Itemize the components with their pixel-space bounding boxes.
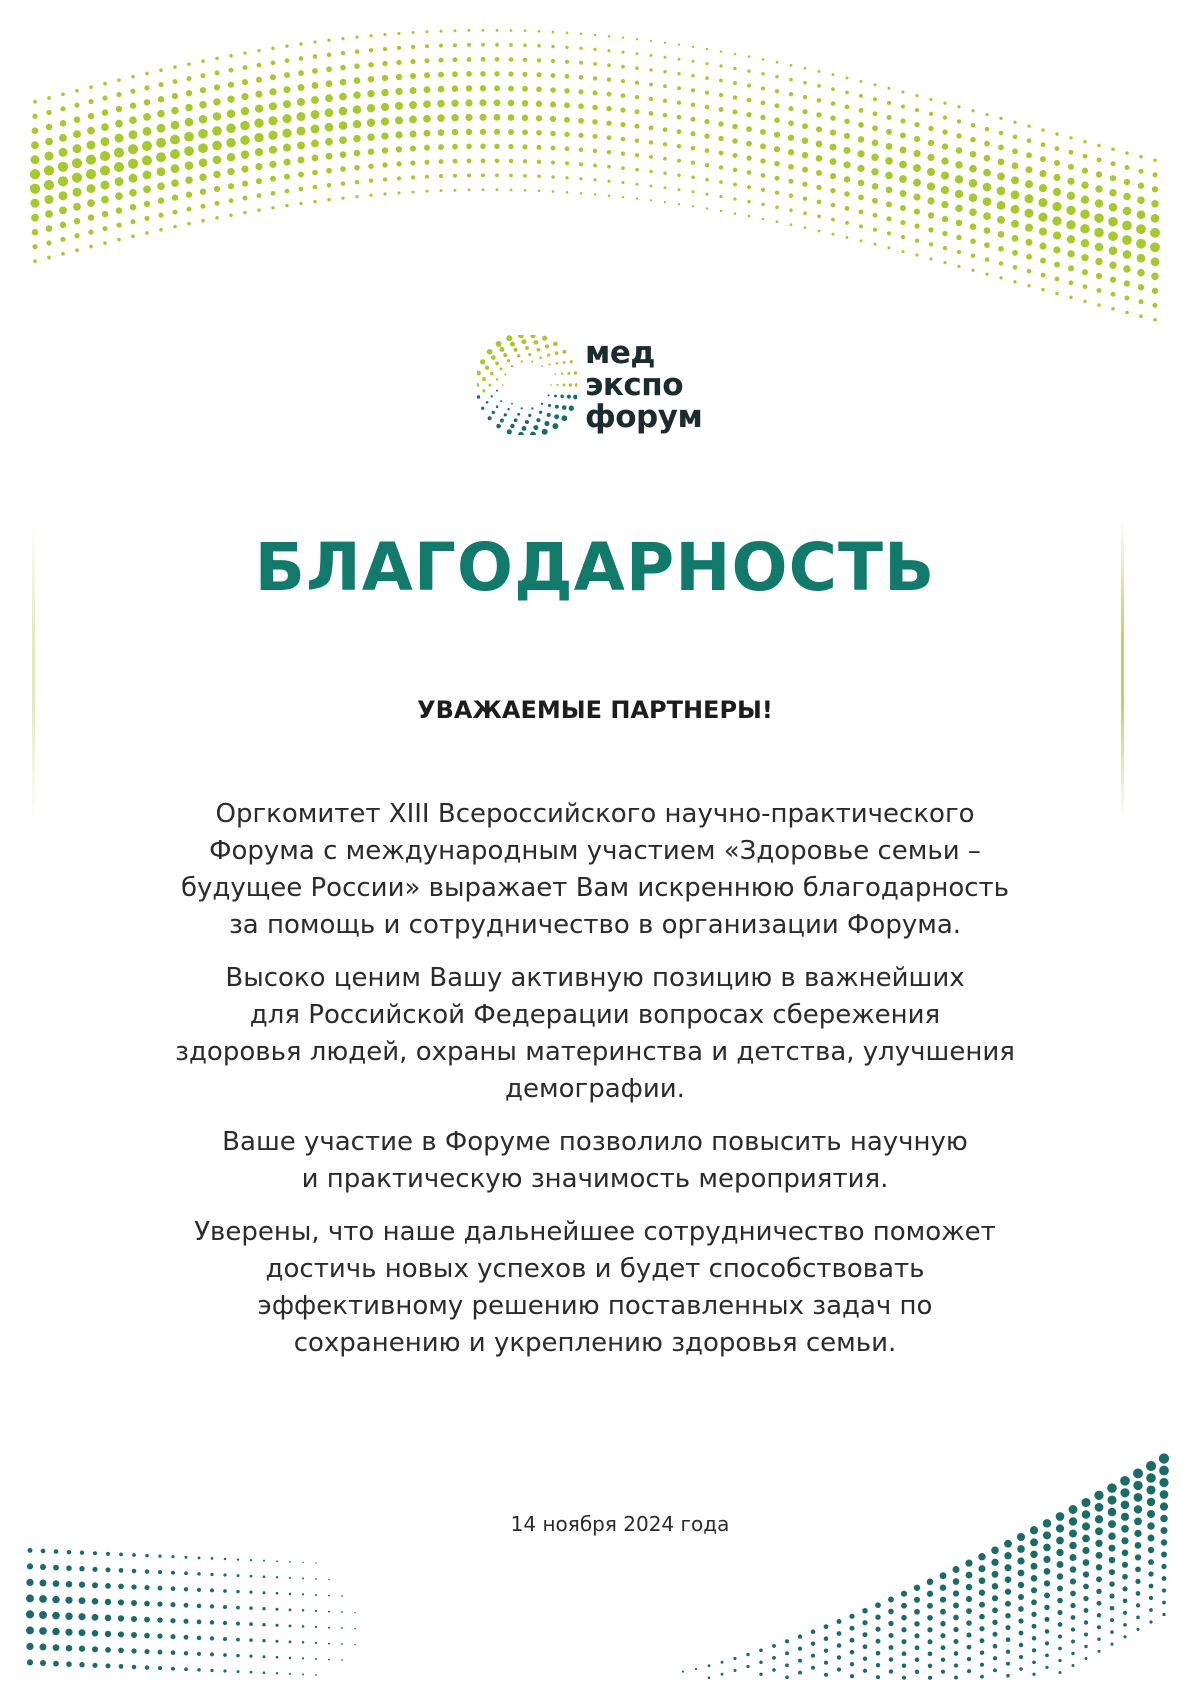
logo-word-med: мед xyxy=(585,335,655,371)
letter-paragraph-3 xyxy=(130,1124,1060,1198)
text-line: Высоко ценим Вашу активную позицию в важнейших xyxy=(225,963,965,993)
letter-paragraph-2 xyxy=(130,960,1060,1108)
letter-paragraph-1 xyxy=(130,796,1060,944)
text-line: достичь новых успехов и будет способствовать xyxy=(265,1254,925,1284)
greeting-heading: УВАЖАЕМЫЕ ПАРТНЕРЫ! xyxy=(417,696,773,724)
text-line: эффективному решению поставленных задач по xyxy=(257,1291,933,1321)
document-title: БЛАГОДАРНОСТЬ xyxy=(254,529,936,606)
text-line: за помощь и сотрудничество в организации Форума. xyxy=(228,910,962,940)
text-line: будущее России» выражает Вам искреннюю благодарность xyxy=(180,873,1010,903)
document-date: 14 ноября 2024 года xyxy=(510,1512,730,1536)
text-line: для Российской Федерации вопросах сбережения xyxy=(249,1000,941,1030)
decorative-dot-wave-bottom-left xyxy=(20,1530,440,1680)
text-line: здоровья людей, охраны материнства и детства, улучшения xyxy=(175,1037,1015,1067)
text-line: сохранению и укреплению здоровья семьи. xyxy=(293,1328,897,1358)
text-line: и практическую значимость мероприятия. xyxy=(301,1164,889,1194)
logo-wordmark xyxy=(585,337,702,433)
text-line: Ваше участие в Форуме позволило повысить научную xyxy=(222,1127,968,1157)
letter-body xyxy=(130,796,1060,1378)
text-line: Оргкомитет XIII Всероссийского научно-практического xyxy=(215,799,975,829)
text-line: Форума с международным участием «Здоровье семьи – xyxy=(209,836,981,866)
decorative-dot-wave-bottom-right xyxy=(660,1430,1180,1680)
dotted-circle-logo-icon xyxy=(477,335,577,435)
logo-word-expo: экспо xyxy=(585,367,684,403)
letter-paragraph-4 xyxy=(130,1214,1060,1362)
medexpoforum-logo xyxy=(477,330,767,440)
text-line: демографии. xyxy=(505,1074,685,1104)
text-line: Уверены, что наше дальнейшее сотрудничество поможет xyxy=(194,1217,996,1247)
logo-word-forum: форум xyxy=(585,399,703,435)
